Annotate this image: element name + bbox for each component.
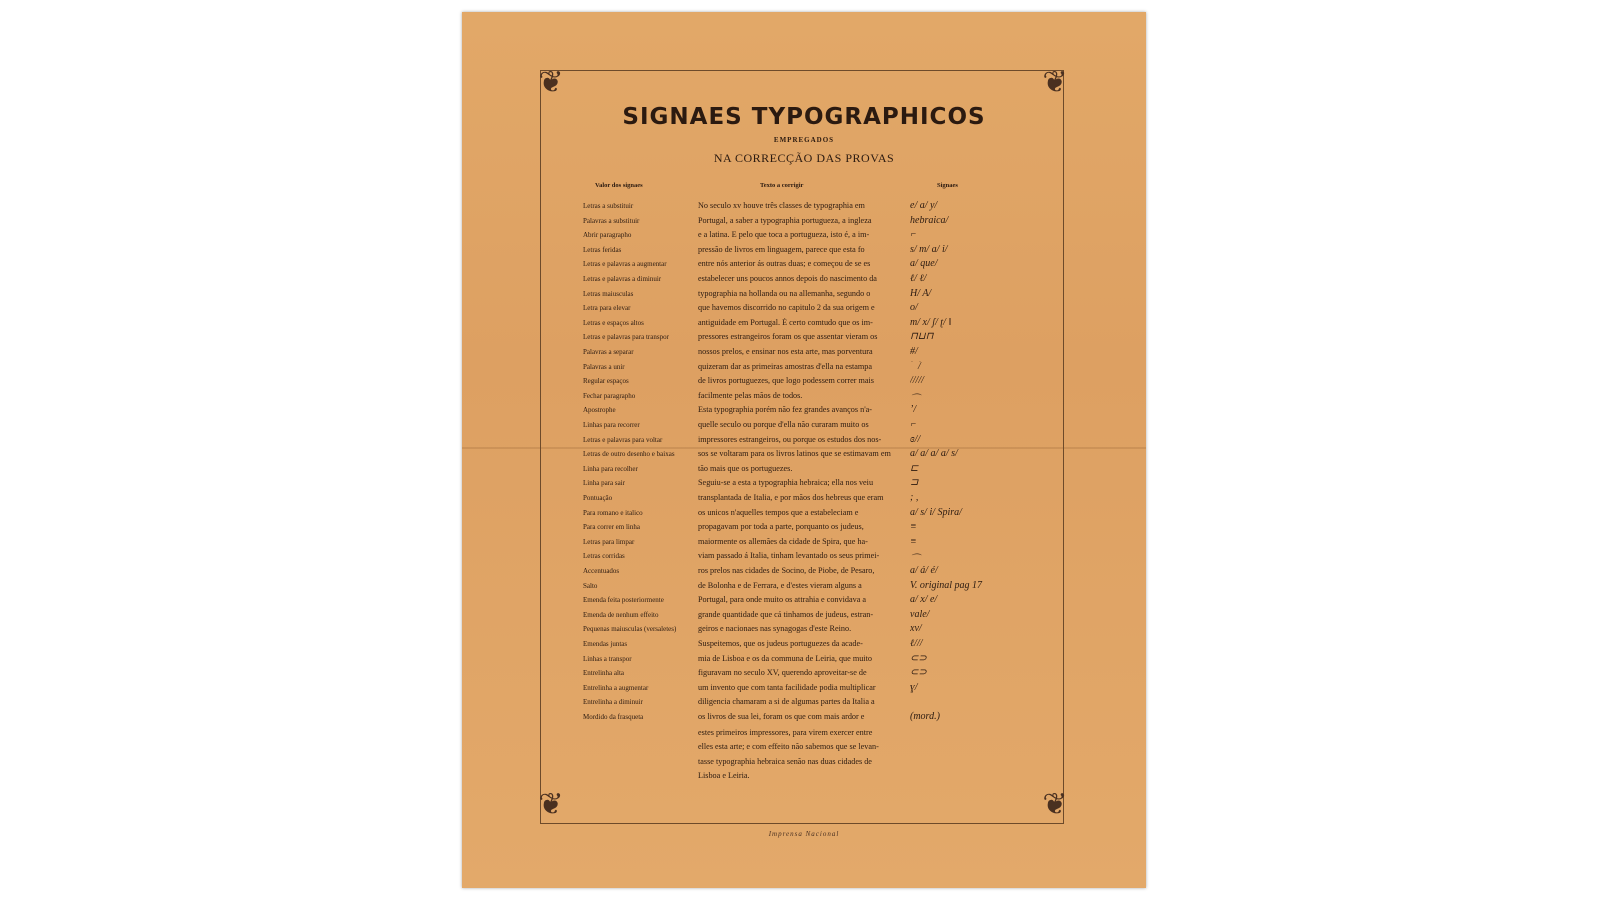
text-to-correct-line: tão mais que os portuguezes. bbox=[698, 463, 793, 473]
text-to-correct-line: diligencia chamaram a si de algumas partes da Italia a bbox=[698, 697, 875, 707]
correction-sign: a/ a/ a/ a/ s/ bbox=[910, 448, 958, 460]
sign-label: Regular espaços bbox=[583, 377, 629, 386]
text-to-correct-line: geiros e nacionaes nas synagogas d'este Reino. bbox=[698, 624, 852, 634]
correction-sign: a/ s/ i/ Spira/ bbox=[910, 506, 962, 518]
text-to-correct-line: sos se voltaram para os livros latinos que se estimavam em bbox=[698, 449, 891, 459]
sign-label: Letras e palavras a diminuir bbox=[583, 275, 662, 283]
text-to-correct-line: os livros de sua lei, foram os que com mais ardor e bbox=[698, 712, 865, 721]
correction-sign: m/ x/ ʃ/ ʈ/ ǁ bbox=[910, 316, 952, 328]
correction-sign: a/ x/ e/ bbox=[910, 594, 938, 606]
document-subtitle: EMPREGADOS bbox=[773, 136, 835, 144]
typographic-signs-sheet bbox=[462, 12, 1146, 888]
text-to-correct-line: entre nós anterior ás outras duas; e começou de se es bbox=[698, 259, 871, 269]
text-to-correct-line: de Bolonha e de Ferrara, e d'estes vieram alguns a bbox=[698, 580, 862, 590]
sign-label: Letra para elevar bbox=[583, 304, 631, 313]
text-to-correct-line: quizeram dar as primeiras amostras d'ella na estampa bbox=[698, 361, 873, 371]
sign-label: Entrelinha alta bbox=[583, 669, 625, 678]
sign-label: Entrelinha a diminuir bbox=[583, 698, 643, 707]
sign-label: Pontuação bbox=[583, 494, 613, 502]
correction-sign: xv/ bbox=[910, 623, 922, 635]
sign-label: Emenda de nenhum effeito bbox=[583, 610, 659, 619]
correction-sign: V. original pag 17 bbox=[910, 579, 983, 591]
correction-sign: e/ a/ y/ bbox=[910, 200, 938, 211]
text-to-correct-line: elles esta arte; e com effeito não sabemos que se levan- bbox=[698, 742, 879, 752]
sign-label: Linha para sair bbox=[583, 479, 625, 488]
correction-sign: ≡ bbox=[910, 535, 917, 547]
sign-label: Mordido da frasqueta bbox=[583, 713, 644, 721]
text-to-correct-line: tasse typographia hebraica senão nas duas cidades de bbox=[698, 756, 872, 766]
text-to-correct-line: Portugal, para onde muito os attrahia e convidava a bbox=[698, 595, 867, 605]
correction-sign: (mord.) bbox=[910, 711, 940, 722]
col-header-text: Texto a corrigir bbox=[760, 182, 804, 189]
text-to-correct-line: de livros portuguezes, que logo podessem correr mais bbox=[698, 376, 874, 386]
text-to-correct-line: quelle seculo ou porque d'ella não curaram muito os bbox=[698, 420, 869, 429]
text-to-correct-line: figuravam no seculo XV, querendo aproveitar-se de bbox=[698, 668, 867, 678]
sign-label: Accentuados bbox=[583, 567, 620, 575]
text-to-correct-line: facilmente pelas mãos de todos. bbox=[698, 390, 803, 400]
correction-sign: a/ á/ é/ bbox=[910, 565, 938, 576]
sign-label: Letras e espaços altos bbox=[583, 318, 644, 327]
sign-label: Palavras a substituir bbox=[583, 216, 640, 225]
text-to-correct-line: que havemos discorrido no capitulo 2 da sua origem e bbox=[698, 303, 875, 313]
text-to-correct-line: mia de Lisboa e os da communa de Leiria, que muito bbox=[698, 653, 872, 663]
sign-label: Entrelinha a augmentar bbox=[583, 683, 649, 692]
sign-label: Palavras a separar bbox=[583, 348, 634, 356]
text-to-correct-line: estabelecer uns poucos annos depois do nascimento da bbox=[698, 274, 877, 283]
correction-sign: ʼ/ bbox=[910, 404, 917, 416]
correction-sign: H/ A/ bbox=[910, 287, 932, 299]
text-to-correct-line: Portugal, a saber a typographia portugueza, a ingleza bbox=[698, 215, 872, 225]
correction-sign: ⌒ bbox=[910, 393, 920, 405]
sign-label: Letras para limpar bbox=[583, 537, 635, 546]
corner-ornament-bottom-left: ❦ bbox=[538, 787, 564, 822]
correction-sign: ⊐ bbox=[910, 477, 919, 489]
text-to-correct-line: No seculo xv houve três classes de typographia em bbox=[698, 201, 865, 210]
text-to-correct-line: pressores estrangeiros foram os que assentar vieram os bbox=[698, 332, 878, 342]
sign-label: Para correr em linha bbox=[583, 523, 640, 532]
sign-label: Linhas a transpor bbox=[583, 654, 632, 663]
text-to-correct-line: maiormente os allemães da cidade de Spira, que ha- bbox=[698, 536, 868, 546]
correction-sign: a/ que/ bbox=[910, 258, 938, 270]
correction-sign: ℓ/// bbox=[910, 638, 923, 649]
sign-label: Salto bbox=[583, 581, 598, 590]
text-to-correct-line: estes primeiros impressores, para virem exercer entre bbox=[698, 727, 873, 737]
correction-sign: ⌒ bbox=[910, 554, 920, 566]
sign-label: Letras e palavras a augmentar bbox=[583, 260, 667, 269]
text-to-correct-line: pressão de livros em linguagem, parece que esta fo bbox=[698, 244, 865, 254]
correction-sign: hebraica/ bbox=[910, 214, 949, 226]
sign-label: Letras de outro desenho e baixas bbox=[583, 450, 675, 459]
correction-sign: ⌐ bbox=[910, 229, 917, 241]
text-to-correct-line: typographia na hollanda ou na allemanha, segundo o bbox=[698, 288, 871, 298]
correction-sign: ɞ// bbox=[910, 433, 921, 445]
correction-sign: ⊂⊃ bbox=[910, 652, 927, 664]
text-to-correct-line: impressores estrangeiros, ou porque os estudos dos nos- bbox=[698, 434, 882, 444]
correction-sign: ℓ/ ℓ/ bbox=[910, 273, 927, 284]
corner-ornament-top-left: ❦ bbox=[538, 65, 564, 100]
text-to-correct-line: transplantada de Italia, e por mãos dos hebreus que eram bbox=[698, 493, 884, 502]
text-to-correct-line: Suspeitemos, que os judeus portuguezes da acade- bbox=[698, 639, 863, 648]
correction-sign: ⊂⊃ bbox=[910, 667, 927, 679]
text-to-correct-line: nossos prelos, e ensinar nos esta arte, mas porventura bbox=[698, 347, 873, 356]
text-to-correct-line: viam passado á Italia, tinham levantado os seus primei- bbox=[698, 551, 880, 561]
sign-label: Emendas juntas bbox=[583, 640, 628, 648]
sign-label: Apostrophe bbox=[583, 406, 616, 415]
correction-sign: ⊓⊔⊓ bbox=[910, 331, 934, 343]
text-to-correct-line: um invento que com tanta facilidade podia multiplicar bbox=[698, 682, 876, 692]
text-to-correct-line: Lisboa e Leiria. bbox=[698, 771, 750, 781]
correction-sign: ⌐ bbox=[910, 419, 917, 430]
correction-sign: s/ m/ a/ i/ bbox=[910, 243, 948, 255]
correction-sign: ///// bbox=[910, 375, 924, 387]
sign-label: Letras a substituir bbox=[583, 202, 634, 210]
correction-sign: o/ bbox=[910, 302, 918, 314]
sign-label: Palavras a unir bbox=[583, 362, 625, 371]
col-header-signs: Signaes bbox=[937, 182, 958, 189]
col-header-values: Valor dos signaes bbox=[595, 182, 643, 189]
sign-label: Letras maiusculas bbox=[583, 289, 634, 298]
correction-sign: ⊏ bbox=[910, 462, 919, 474]
sign-label: Pequenas maiusculas (versaletes) bbox=[583, 625, 677, 634]
text-to-correct-line: Esta typographia porém não fez grandes avanços n'a- bbox=[698, 405, 873, 415]
sign-label: Letras e palavras para transpor bbox=[583, 333, 669, 342]
sign-label: Linhas para recorrer bbox=[583, 421, 640, 429]
correction-sign: ɣ/ bbox=[910, 681, 918, 693]
sign-label: Abrir paragrapho bbox=[583, 231, 632, 240]
document-subtitle-2: NA CORRECÇÃO DAS PROVAS bbox=[713, 151, 895, 165]
sign-label: Letras corridas bbox=[583, 552, 625, 561]
sign-label: Emenda feita posteriormente bbox=[583, 596, 664, 605]
text-to-correct-line: ros prelos nas cidades de Socino, de Piobe, de Pesaro, bbox=[698, 566, 875, 575]
sign-label: Letras e palavras para voltar bbox=[583, 435, 663, 444]
text-to-correct-line: e a latina. E pelo que toca a portugueza, isto é, a im- bbox=[698, 230, 870, 240]
correction-sign: vale/ bbox=[910, 608, 930, 620]
text-to-correct-line: Seguiu-se a esta a typographia hebraica; ella nos veiu bbox=[698, 478, 874, 488]
corner-ornament-bottom-right: ❦ bbox=[1042, 787, 1068, 822]
document-title: SIGNAES TYPOGRAPHICOS bbox=[622, 104, 986, 130]
correction-sign: ; , bbox=[910, 492, 919, 503]
correction-sign: ≡ bbox=[910, 521, 917, 533]
correction-sign: ⁀/ bbox=[910, 360, 921, 372]
sign-label: Letras feridas bbox=[583, 245, 622, 254]
text-to-correct-line: antiguidade em Portugal. É certo comtudo que os im- bbox=[698, 317, 873, 327]
printer-imprint: Imprensa Nacional bbox=[768, 830, 840, 838]
sign-label: Fechar paragrapho bbox=[583, 391, 636, 400]
text-to-correct-line: grande quantidade que cá tinhamos de judeus, estran- bbox=[698, 609, 874, 619]
text-to-correct-line: propagavam por toda a parte, porquanto os judeus, bbox=[698, 522, 864, 532]
sign-label: Linha para recolher bbox=[583, 464, 638, 473]
text-to-correct-line: os unicos n'aquelles tempos que a estabeleciam e bbox=[698, 507, 859, 517]
corner-ornament-top-right: ❦ bbox=[1042, 65, 1068, 100]
sign-label: Para romano e italico bbox=[583, 508, 643, 517]
correction-sign: #/ bbox=[910, 346, 918, 357]
